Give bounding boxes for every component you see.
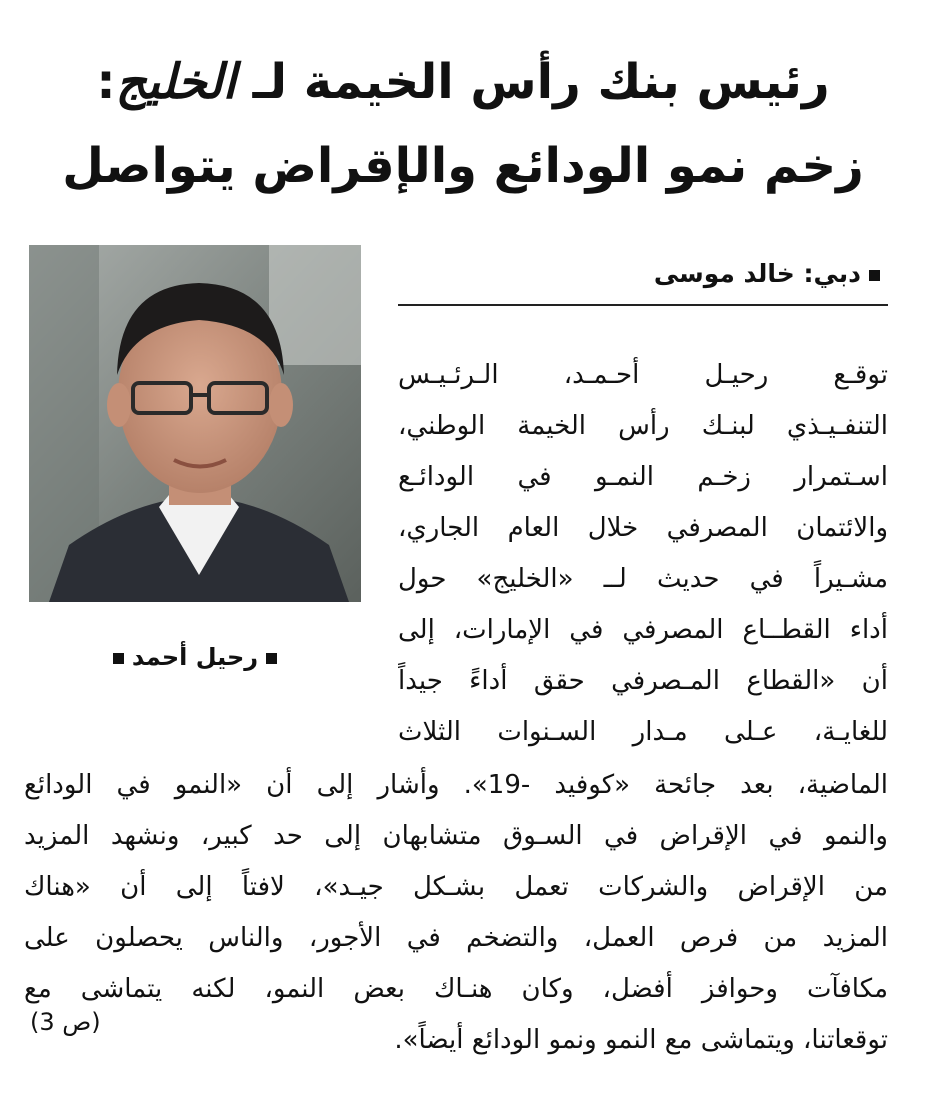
article-line: توقعاتنا، ويتماشى مع النمو ونمو الودائع أيضاً». bbox=[394, 1025, 888, 1055]
bullet-square-icon bbox=[869, 270, 880, 281]
article-line: من الإقراض والشركات تعمل بشـكل جيـد»، لافتاً إلى أن «هناك bbox=[24, 872, 888, 902]
article-line: التنفـيـذي لبنـك رأس الخيمة الوطني، bbox=[398, 411, 888, 441]
byline bbox=[398, 254, 888, 294]
article-line: توقـع رحيـل أحـمـد، الـرئـيـس bbox=[398, 360, 888, 390]
bullet-square-icon bbox=[266, 653, 277, 664]
article-line: الماضية، بعد جائحة «كوفيد -19». وأشار إلى أن «النمو في الودائع bbox=[24, 770, 888, 800]
headline-text: رئيس بنك رأس الخيمة لـ bbox=[252, 54, 830, 110]
article-line: اسـتمرار زخـم النمـو في الودائـع bbox=[398, 462, 888, 492]
article-line: مشـيراً في حديث لــ «الخليج» حول bbox=[398, 564, 888, 594]
caption-text: رحيل أحمد bbox=[131, 643, 259, 671]
headline-colon: : bbox=[96, 54, 116, 110]
article-line: أن «القطاع المـصرفي حقق أداءً جيداً bbox=[398, 666, 888, 696]
headline-line-2: زخم نمو الودائع والإقراض يتواصل bbox=[62, 138, 864, 194]
byline-divider bbox=[398, 304, 888, 306]
page-reference: (ص 3) bbox=[30, 1008, 101, 1036]
portrait-image bbox=[29, 245, 361, 602]
portrait-photo bbox=[29, 245, 361, 602]
photo-caption bbox=[29, 640, 361, 674]
article-body-wide bbox=[24, 760, 888, 1066]
article-line: أداء القطــاع المصرفي في الإمارات، إلى bbox=[398, 615, 888, 645]
article-line: والائتمان المصرفي خلال العام الجاري، bbox=[398, 513, 888, 543]
article-line: مكافآت وحوافز أفضل، وكان هنـاك بعض النمو، لكنه يتماشى مع bbox=[24, 974, 888, 1004]
headline-line-1 bbox=[20, 40, 906, 124]
headline bbox=[20, 40, 906, 208]
article-body-column bbox=[398, 350, 888, 758]
bullet-square-icon bbox=[113, 653, 124, 664]
article-line: والنمو في الإقراض في السـوق متشابهان إلى حد كبير، ونشهد المزيد bbox=[24, 821, 888, 851]
article-line: للغايـة، عـلى مـدار السـنوات الثلاث bbox=[398, 717, 888, 747]
byline-text: دبي: خالد موسى bbox=[653, 259, 861, 288]
newspaper-logo: الخليج bbox=[115, 54, 236, 110]
article-line: المزيد من فرص العمل، والتضخم في الأجور، والناس يحصلون على bbox=[24, 923, 888, 953]
